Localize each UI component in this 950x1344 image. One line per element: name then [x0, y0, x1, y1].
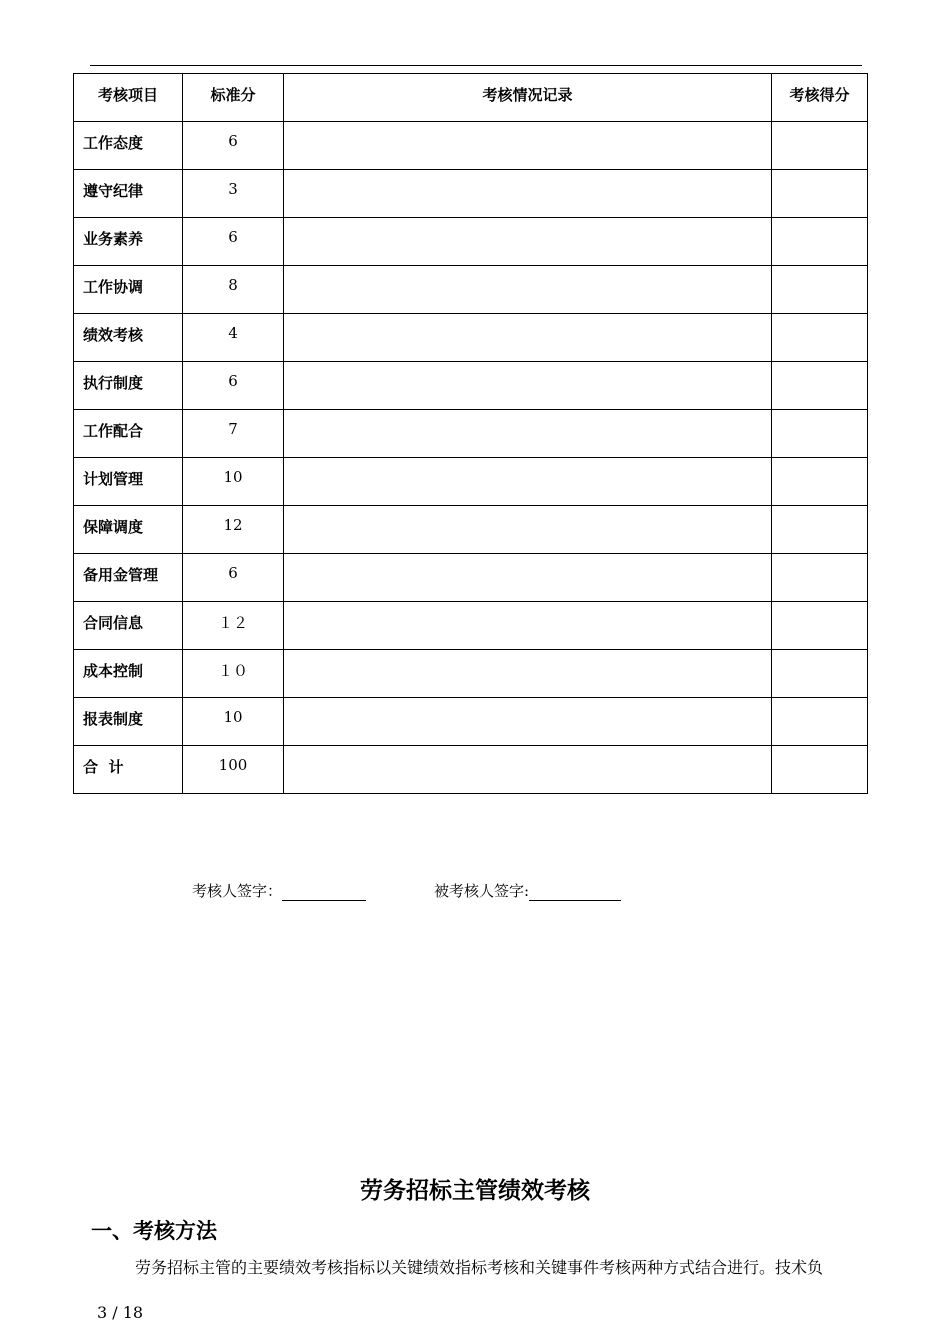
row-item: 执行制度 [74, 362, 183, 410]
row-score-cell[interactable] [772, 122, 868, 170]
row-standard-score: 6 [183, 218, 284, 266]
row-standard-score: 3 [183, 170, 284, 218]
row-item: 绩效考核 [74, 314, 183, 362]
table-header-row [74, 74, 868, 122]
row-record-cell[interactable] [284, 122, 772, 170]
header-standard-score: 标准分 [183, 74, 284, 122]
table-row [74, 650, 868, 698]
table-row [74, 314, 868, 362]
table-row [74, 554, 868, 602]
row-item: 报表制度 [74, 698, 183, 746]
section-heading: 一、考核方法 [91, 1218, 217, 1243]
table-row [74, 170, 868, 218]
table-total-row [74, 746, 868, 794]
header-item: 考核项目 [74, 74, 183, 122]
total-record-cell[interactable] [284, 746, 772, 794]
row-record-cell[interactable] [284, 554, 772, 602]
row-standard-score: 4 [183, 314, 284, 362]
row-record-cell[interactable] [284, 218, 772, 266]
row-item: 工作态度 [74, 122, 183, 170]
body-paragraph: 劳务招标主管的主要绩效考核指标以关键绩效指标考核和关键事件考核两种方式结合进行。技术负 [135, 1258, 824, 1277]
row-score-cell[interactable] [772, 170, 868, 218]
row-standard-score: １０ [183, 650, 284, 698]
row-standard-score: １２ [183, 602, 284, 650]
row-record-cell[interactable] [284, 314, 772, 362]
row-standard-score: 7 [183, 410, 284, 458]
header-rule [90, 65, 862, 66]
table-row [74, 362, 868, 410]
table-row [74, 122, 868, 170]
row-standard-score: 6 [183, 362, 284, 410]
table-row [74, 218, 868, 266]
table-row [74, 506, 868, 554]
table-row [74, 698, 868, 746]
row-standard-score: 12 [183, 506, 284, 554]
row-record-cell[interactable] [284, 602, 772, 650]
row-score-cell[interactable] [772, 650, 868, 698]
row-standard-score: 10 [183, 698, 284, 746]
row-item: 备用金管理 [74, 554, 183, 602]
row-item: 成本控制 [74, 650, 183, 698]
total-label: 合 计 [74, 746, 183, 794]
row-standard-score: 8 [183, 266, 284, 314]
section-title: 劳务招标主管绩效考核 [360, 1177, 590, 1204]
row-record-cell[interactable] [284, 698, 772, 746]
assessor-signature-label: 考核人签字： [192, 882, 283, 900]
assessee-signature-label: 被考核人签字: [434, 882, 530, 900]
table-row [74, 410, 868, 458]
row-score-cell[interactable] [772, 602, 868, 650]
header-score: 考核得分 [772, 74, 868, 122]
row-standard-score: 10 [183, 458, 284, 506]
row-record-cell[interactable] [284, 458, 772, 506]
assessment-table [73, 73, 868, 794]
total-standard-score: 100 [183, 746, 284, 794]
row-score-cell[interactable] [772, 266, 868, 314]
total-score-cell[interactable] [772, 746, 868, 794]
row-record-cell[interactable] [284, 506, 772, 554]
row-item: 工作配合 [74, 410, 183, 458]
row-score-cell[interactable] [772, 458, 868, 506]
header-record: 考核情况记录 [284, 74, 772, 122]
assessor-signature [192, 880, 366, 901]
row-score-cell[interactable] [772, 554, 868, 602]
row-item: 保障调度 [74, 506, 183, 554]
row-score-cell[interactable] [772, 506, 868, 554]
row-record-cell[interactable] [284, 170, 772, 218]
table-row [74, 266, 868, 314]
table-row [74, 602, 868, 650]
row-score-cell[interactable] [772, 698, 868, 746]
row-standard-score: 6 [183, 554, 284, 602]
row-item: 合同信息 [74, 602, 183, 650]
row-record-cell[interactable] [284, 266, 772, 314]
row-item: 业务素养 [74, 218, 183, 266]
row-score-cell[interactable] [772, 314, 868, 362]
row-score-cell[interactable] [772, 362, 868, 410]
page-number: 3 / 18 [97, 1303, 144, 1322]
row-record-cell[interactable] [284, 650, 772, 698]
assessee-signature-line[interactable] [529, 883, 621, 901]
table-row [74, 458, 868, 506]
assessor-signature-line[interactable] [282, 883, 366, 901]
assessee-signature [434, 880, 621, 901]
row-item: 计划管理 [74, 458, 183, 506]
row-record-cell[interactable] [284, 362, 772, 410]
row-record-cell[interactable] [284, 410, 772, 458]
row-item: 工作协调 [74, 266, 183, 314]
row-score-cell[interactable] [772, 218, 868, 266]
row-standard-score: 6 [183, 122, 284, 170]
row-item: 遵守纪律 [74, 170, 183, 218]
row-score-cell[interactable] [772, 410, 868, 458]
